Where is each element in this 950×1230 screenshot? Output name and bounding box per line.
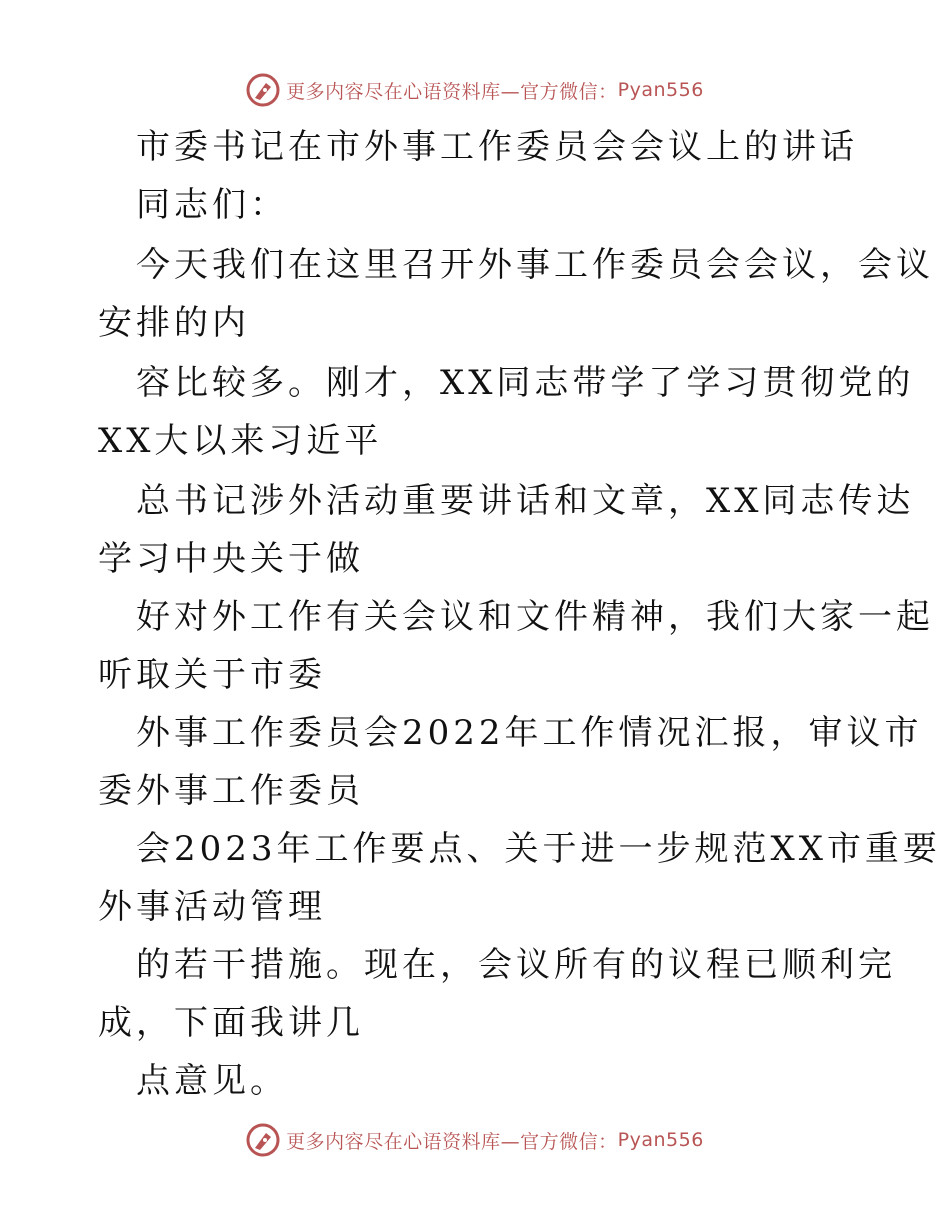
paragraph-line: 会2023年工作要点、关于进一步规范XX市重要 (136, 829, 941, 869)
header-watermark (0, 70, 950, 110)
paragraph-line: 安排的内 (98, 303, 250, 343)
paragraph-line: 总书记涉外活动重要讲话和文章，XX同志传达 (136, 481, 915, 521)
pen-nib-logo-icon (246, 1123, 280, 1157)
paragraph-line: 的若干措施。现在，会议所有的议程已顺利完 (136, 945, 896, 985)
watermark-contact: Pyan556 (617, 79, 704, 101)
paragraph-line: 容比较多。刚才，XX同志带学了学习贯彻党的 (136, 363, 915, 403)
watermark-text: 更多内容尽在心语资料库—官方微信： (286, 80, 618, 103)
paragraph-line: 好对外工作有关会议和文件精神，我们大家一起 (136, 597, 934, 637)
watermark-text: 更多内容尽在心语资料库—官方微信： (286, 1130, 618, 1153)
salutation: 同志们： (136, 185, 288, 225)
paragraph-line: 委外事工作委员 (98, 771, 364, 811)
paragraph-line: 点意见。 (136, 1061, 288, 1101)
paragraph-line: 成，下面我讲几 (98, 1003, 364, 1043)
paragraph-line: 外事工作委员会2022年工作情况汇报，审议市 (136, 713, 923, 753)
pen-nib-logo-icon (246, 73, 280, 107)
document-title: 市委书记在市外事工作委员会会议上的讲话 (136, 127, 858, 167)
paragraph-line: XX大以来习近平 (98, 421, 383, 461)
watermark-contact: Pyan556 (617, 1129, 704, 1151)
paragraph-line: 外事活动管理 (98, 887, 326, 927)
footer-watermark (0, 1120, 950, 1160)
paragraph-line: 听取关于市委 (98, 655, 326, 695)
paragraph-line: 今天我们在这里召开外事工作委员会会议，会议 (136, 245, 934, 285)
paragraph-line: 学习中央关于做 (98, 539, 364, 579)
